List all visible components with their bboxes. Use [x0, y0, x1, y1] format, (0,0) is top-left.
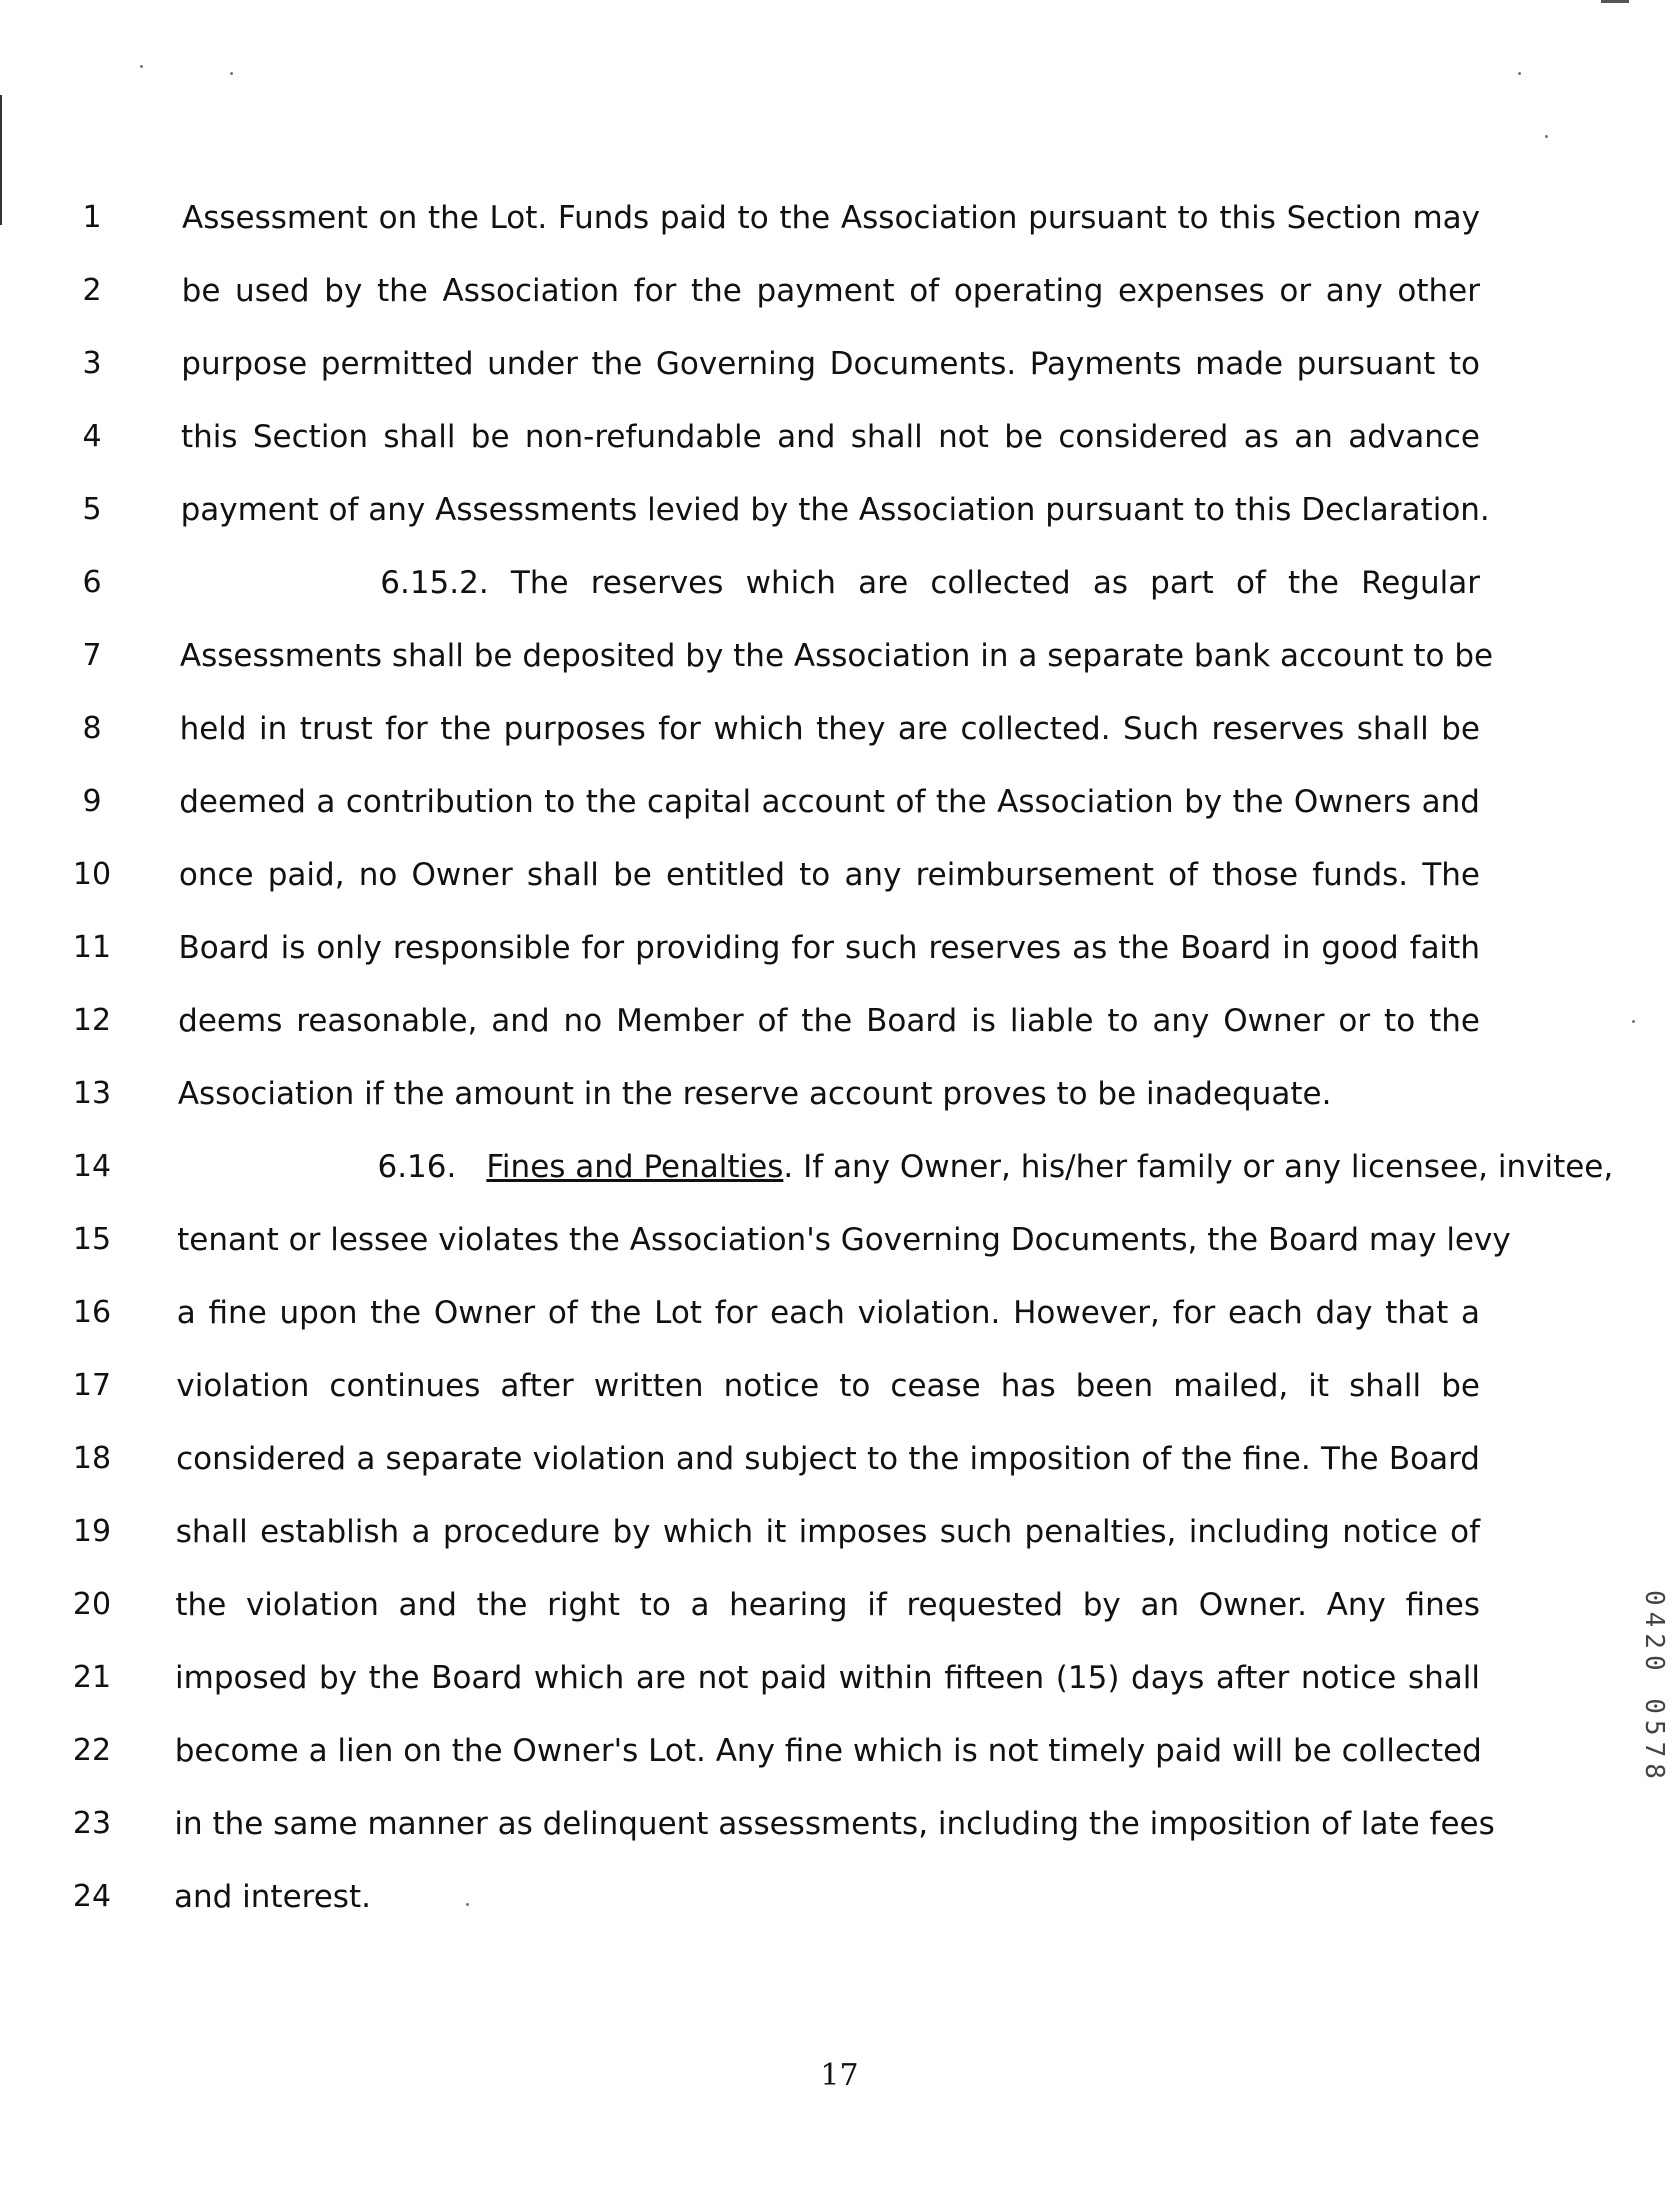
document-line	[0, 1723, 1679, 1779]
line-number: 11	[72, 930, 112, 965]
document-line	[0, 1066, 1679, 1122]
line-number: 3	[82, 346, 102, 381]
document-line	[0, 555, 1679, 611]
document-line	[0, 1504, 1679, 1560]
line-text: become a lien on the Owner's Lot. Any fine which is not timely paid will be collected	[174, 1733, 1482, 1769]
document-line	[0, 920, 1679, 976]
line-number: 17	[72, 1368, 112, 1403]
scan-speck	[1545, 135, 1548, 138]
document-line	[0, 1431, 1679, 1487]
line-text	[377, 1139, 1613, 1195]
document-line	[0, 1796, 1679, 1852]
line-number: 18	[72, 1441, 112, 1476]
line-text: a fine upon the Owner of the Lot for each violation. However, for each day that a	[176, 1295, 1480, 1331]
line-text: Board is only responsible for providing for such reserves as the Board in good faith	[178, 930, 1480, 966]
line-text: in the same manner as delinquent assessments, including the imposition of late fees	[174, 1806, 1495, 1842]
line-text: tenant or lessee violates the Association's Governing Documents, the Board may levy	[177, 1222, 1511, 1258]
document-line	[0, 628, 1679, 684]
line-number: 22	[72, 1733, 112, 1768]
line-number: 24	[72, 1879, 112, 1914]
line-text: imposed by the Board which are not paid within fifteen (15) days after notice shall	[175, 1660, 1480, 1696]
line-text: be used by the Association for the payment of operating expenses or any other	[181, 273, 1480, 309]
document-line	[0, 190, 1679, 246]
document-line	[0, 774, 1679, 830]
section-heading: Fines and Penalties	[486, 1149, 784, 1185]
document-line	[0, 336, 1679, 392]
line-text: the violation and the right to a hearing if requested by an Owner. Any fines	[175, 1587, 1480, 1623]
line-number: 5	[82, 492, 102, 527]
line-text: this Section shall be non-refundable and shall not be considered as an advance	[180, 419, 1480, 455]
line-number: 4	[82, 419, 102, 454]
document-line	[0, 701, 1679, 757]
line-text: held in trust for the purposes for which they are collected. Such reserves shall be	[179, 711, 1480, 747]
scan-speck	[230, 72, 233, 75]
line-number: 8	[82, 711, 102, 746]
line-text: deemed a contribution to the capital account of the Association by the Owners and	[179, 784, 1480, 820]
document-line	[0, 1650, 1679, 1706]
line-number: 15	[72, 1222, 112, 1257]
line-text-rest: . If any Owner, his/her family or any licensee, invitee,	[783, 1149, 1614, 1185]
line-text: Assessment on the Lot. Funds paid to the Association pursuant to this Section may	[182, 200, 1480, 236]
line-number: 9	[82, 784, 102, 819]
document-line	[0, 993, 1679, 1049]
document-line	[0, 263, 1679, 319]
line-number: 6	[82, 565, 102, 600]
line-number: 20	[72, 1587, 112, 1622]
line-text: once paid, no Owner shall be entitled to any reimbursement of those funds. The	[178, 857, 1480, 893]
line-number: 13	[72, 1076, 112, 1111]
line-number: 16	[72, 1295, 112, 1330]
line-text: Assessments shall be deposited by the Association in a separate bank account to be	[179, 638, 1494, 674]
line-number: 12	[72, 1003, 112, 1038]
line-text: payment of any Assessments levied by the Association pursuant to this Declaration.	[180, 492, 1490, 528]
line-number: 1	[82, 200, 102, 235]
line-text: purpose permitted under the Governing Documents. Payments made pursuant to	[181, 346, 1480, 382]
line-text: deems reasonable, and no Member of the Board is liable to any Owner or to the	[178, 1003, 1480, 1039]
scan-corner-mark	[1601, 0, 1629, 3]
line-text: and interest.	[174, 1879, 371, 1915]
line-number: 19	[72, 1514, 112, 1549]
document-line	[0, 482, 1679, 538]
line-number: 7	[82, 638, 102, 673]
document-line	[0, 1869, 1679, 1925]
document-line	[0, 1358, 1679, 1414]
line-number: 10	[72, 857, 112, 892]
line-text: 6.15.2. The reserves which are collected as part of the Regular	[380, 565, 1480, 601]
recording-stamp: 0420 0578	[1639, 1590, 1669, 1785]
section-number: 6.16.	[377, 1149, 457, 1185]
document-line	[0, 1285, 1679, 1341]
line-number: 23	[72, 1806, 112, 1841]
document-line	[0, 1139, 1679, 1195]
scan-speck	[140, 65, 143, 68]
document-line	[0, 1212, 1679, 1268]
document-line	[0, 409, 1679, 465]
page-number: 17	[820, 2058, 859, 2093]
line-number: 14	[72, 1149, 112, 1184]
line-number: 2	[82, 273, 102, 308]
line-text: violation continues after written notice to cease has been mailed, it shall be	[176, 1368, 1480, 1404]
document-line	[0, 1577, 1679, 1633]
scan-speck	[1518, 72, 1521, 75]
line-text: considered a separate violation and subject to the imposition of the fine. The Board	[176, 1441, 1480, 1477]
line-text: Association if the amount in the reserve account proves to be inadequate.	[177, 1076, 1332, 1112]
document-line	[0, 847, 1679, 903]
line-number: 21	[72, 1660, 112, 1695]
line-text: shall establish a procedure by which it imposes such penalties, including notice of	[175, 1514, 1480, 1550]
